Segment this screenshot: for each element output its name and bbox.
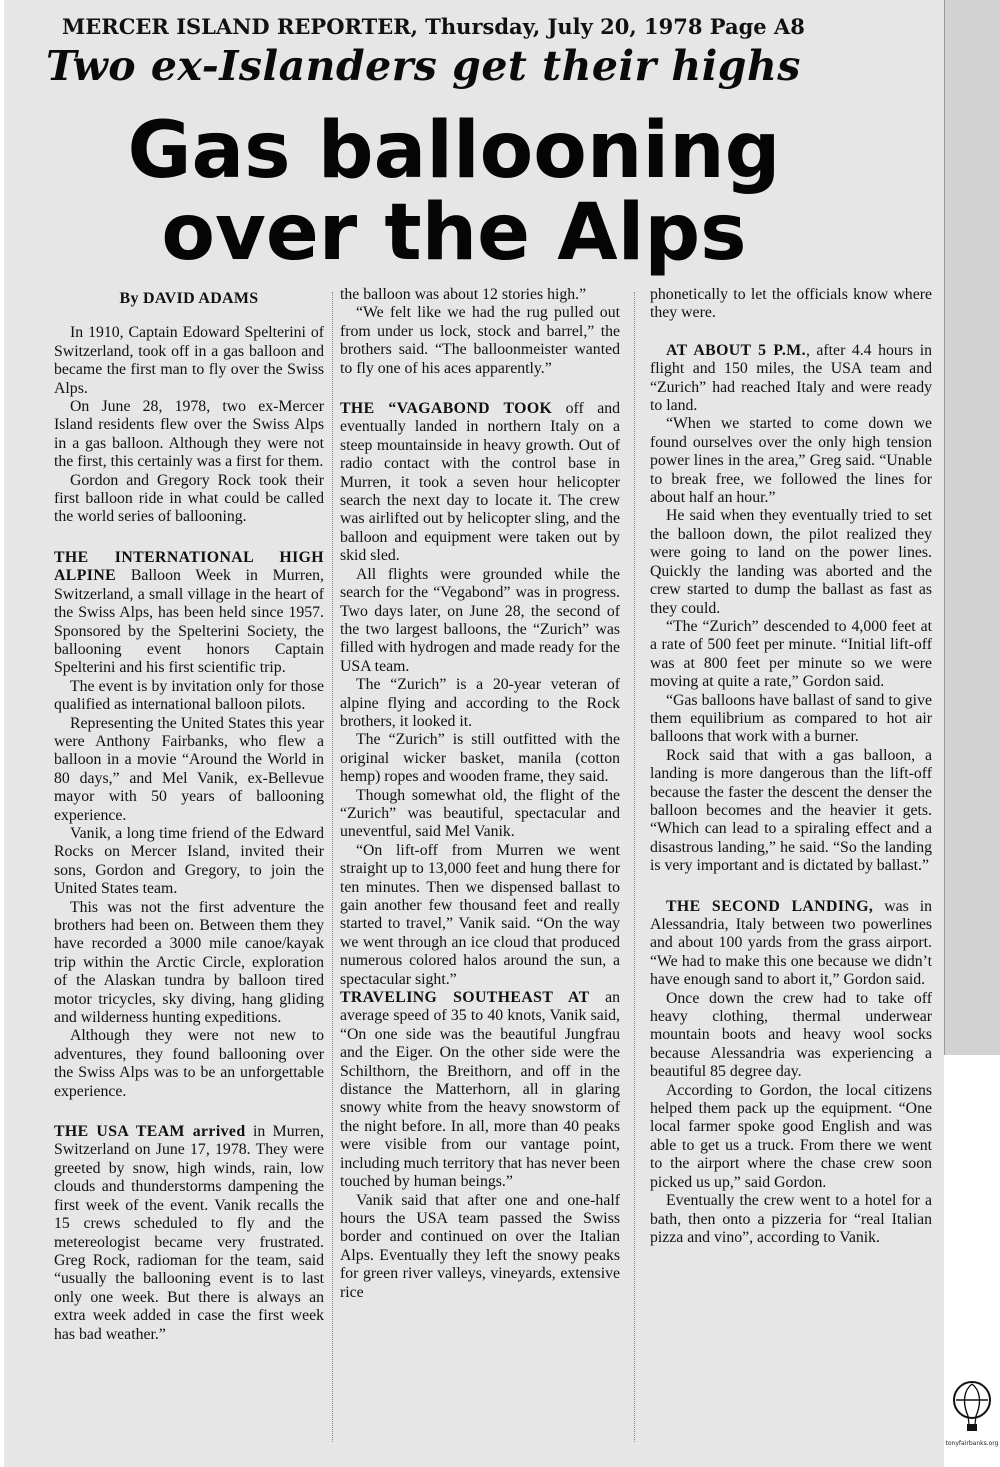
section-lead: THE SECOND LANDING,	[666, 897, 874, 915]
paragraph: “We felt like we had the rug pulled out from under us lock, stock and barrel,” the brothers said. “The balloonmeister wanted to fly one of his aces apparently.”	[340, 304, 620, 377]
section-lead: AT ABOUT 5 P.M.	[666, 341, 806, 359]
section-lead: THE “VAGABOND TOOK	[340, 400, 553, 418]
section-paragraph	[340, 989, 620, 1191]
paragraph: Though somewhat old, the flight of the “Zurich” was beautiful, spectacular and uneventful, said Mel Vanik.	[340, 786, 620, 841]
paragraph-text: , after 4.4 hours in flight and 150 miles, the USA team and “Zurich” had reached Italy and were ready to land.	[650, 341, 932, 415]
paragraph-text: off and eventually landed in northern Italy on a steep mountainside in heavy growth. Out of radio contact with the control base in Murren, it took a seven hour helicopter search the next day to locate it. The crew was airlifted out by helicopter sling, and the balloon and equipment were taken out by skid sled.	[340, 400, 620, 565]
dateline: MERCER ISLAND REPORTER, Thursday, July 20, 1978 Page A8	[62, 14, 805, 39]
paragraph: The event is by invitation only for those qualified as international balloon pilots.	[54, 677, 324, 714]
paragraph: “On lift-off from Murren we went straight up to 13,000 feet and hung there for ten minutes. Then we dispensed ballast to gain another few thousand feet and really started to travel,” Vanik said. “On the way we went through an ice cloud that produced numerous colored halos around the sun, a spectacular sight.”	[340, 841, 620, 988]
section-paragraph	[340, 400, 620, 566]
paragraph: All flights were grounded while the search for the “Vegabond” was in progress. Two days later, on June 28, the second of the two largest balloons, the “Zurich” was filled with hydrogen and made ready for the USA team.	[340, 565, 620, 675]
watermark-caption: tonyfairbanks.org	[945, 1440, 999, 1447]
paragraph: the balloon was about 12 stories high.”	[340, 286, 587, 303]
section-paragraph	[54, 1123, 324, 1344]
paragraph: The “Zurich” is still outfitted with the original wicker basket, manila (cotton hemp) ropes and wooden frame, they said.	[340, 731, 620, 786]
paragraph: He said when they eventually tried to set the balloon down, the pilot realized they were going to land on the power lines. Quickly the landing was aborted and the crew started to dump the ballast as fast as they could.	[650, 507, 932, 617]
paragraph: Vanik said that after one and one-half hours the USA team passed the Swiss border and continued on over the Italian Alps. Eventually they left the snowy peaks for green river valleys, vineyards, extensive rice	[340, 1191, 620, 1301]
newspaper-clipping	[4, 0, 944, 1467]
paragraph-text: Balloon Week in Murren, Switzerland, a small village in the heart of the Swiss Alps, has been held since 1957. Sponsored by the Spelterini Society, the ballooning event honors Captain Spelterini and his first scientific trip.	[54, 567, 324, 677]
paragraph-text: in Murren, Switzerland on June 17, 1978. They were greeted by snow, high winds, rain, low clouds and thunderstorms dampening the first week of the event. Vanik recalls the 15 crews scheduled to fly and the metereologist became very frustrated. Greg Rock, radioman for the team, said “usually the ballooning event is to last only one week. But there is always an extra week added in case the first week has bad weather.”	[54, 1123, 324, 1343]
section-lead: THE INTERNATIONAL HIGH ALPINE	[54, 548, 324, 585]
section-paragraph	[650, 342, 932, 416]
paragraph: The “Zurich” is a 20-year veteran of alpine flying and according to the Rock brothers, it looked it.	[340, 676, 620, 730]
paragraph: Vanik, a long time friend of the Edward Rocks on Mercer Island, invited their sons, Gordon and Gregory, to join the United States team.	[54, 824, 324, 898]
paragraph: phonetically to let the officials know where they were.	[650, 286, 932, 322]
article-column-2	[340, 286, 620, 1302]
balloon-logo-icon	[948, 1378, 996, 1434]
paragraph: In 1910, Captain Edoward Spelterini of Switzerland, took off in a gas balloon and became the first man to fly over the Swiss Alps.	[54, 324, 324, 397]
section-paragraph	[54, 549, 324, 678]
paragraph: Although they were not new to adventures, they found ballooning over the Swiss Alps was to be an unforgettable experience.	[54, 1027, 324, 1100]
article-column-3	[650, 286, 932, 1247]
paragraph: Gordon and Gregory Rock took their first balloon ride in what could be called the world series of ballooning.	[54, 471, 324, 526]
paragraph: This was not the first adventure the brothers had been on. Between them they have recorded a 3000 mile canoe/kayak trip within the Arctic Circle, exploration of the Alaskan tundra by balloon tired motor tricycles, sky diving, hang gliding and wilderness hunting expeditions.	[54, 898, 324, 1027]
column-divider	[634, 292, 635, 1442]
paragraph: Rock said that with a gas balloon, a landing is more dangerous than the lift-off because the faster the descent the denser the balloon becomes and the heavier it gets. “Which can lead to a spiraling effect and a disastrous landing,” he said. “So the landing is very important and is dictated by ballast.”	[650, 746, 932, 875]
paragraph-text: was in Alessandria, Italy between two powerlines and about 100 yards from the grass airport. “We had to make this one because we didn’t have enough sand to abort it,” Gordon said.	[650, 897, 932, 989]
paragraph-text: an average speed of 35 to 40 knots, Vanik said, “On one side was the beautiful Jungfrau and the Eiger. On the other side were the Schilthorn, the Breithorn, and off in the distance the Matterhorn, all in glaring snowy white from the heavy snowstorm of the night before. In all, more than 40 peaks were visible from our vantage point, including much territory that has never been touched by human beings.”	[340, 989, 621, 1191]
section-lead: TRAVELING SOUTHEAST AT	[340, 989, 590, 1007]
paragraph: “When we started to come down we found ourselves over the only high tension power lines in the area,” Greg said. “Unable to break free, we followed the lines for about half an hour.”	[650, 415, 932, 507]
paragraph: Representing the United States this year were Anthony Fairbanks, who flew a balloon in a movie “Around the World in 80 days,” and Mel Vanik, ex-Bellevue mayor with 50 years of ballooning experience.	[54, 714, 324, 824]
paragraph: Once down the crew had to take off heavy clothing, thermal underwear mountain boots and heavy wool socks because Alessandria was experiencing a beautiful 85 degree day.	[650, 989, 932, 1081]
scan-background-strip	[944, 0, 1000, 1055]
paragraph: According to Gordon, the local citizens helped them pack up the equipment. “One local farmer spoke good English and was able to get us a truck. From there we went to the airport where the chase crew soon picked us up,” said Gordon.	[650, 1081, 932, 1191]
section-paragraph	[650, 898, 932, 990]
headline-line-1: Gas ballooning	[127, 106, 781, 196]
article-column-1	[54, 286, 324, 1344]
paragraph: Eventually the crew went to a hotel for a bath, then onto a pizzeria for “real Italian pizza and vino”, according to Vanik.	[650, 1192, 932, 1246]
paragraph: “Gas balloons have ballast of sand to give them equilibrium as compared to hot air balloons that work with a burner.	[650, 691, 932, 746]
headline-line-2: over the Alps	[161, 188, 747, 278]
paragraph: “The “Zurich” descended to 4,000 feet at a rate of 500 feet per minute. “Initial lift-off was at 800 feet per minute so we were moving at quite a rate,” Gordon said.	[650, 617, 932, 691]
kicker-headline: Two ex-Islanders get their highs	[46, 42, 801, 90]
paragraph: On June 28, 1978, two ex-Mercer Island residents flew over the Swiss Alps in a gas balloon. Although they were not the first, this certainly was a first for them.	[54, 398, 324, 471]
byline: By DAVID ADAMS	[119, 290, 259, 307]
column-divider	[332, 292, 333, 1442]
section-lead: THE USA TEAM arrived	[54, 1123, 246, 1141]
